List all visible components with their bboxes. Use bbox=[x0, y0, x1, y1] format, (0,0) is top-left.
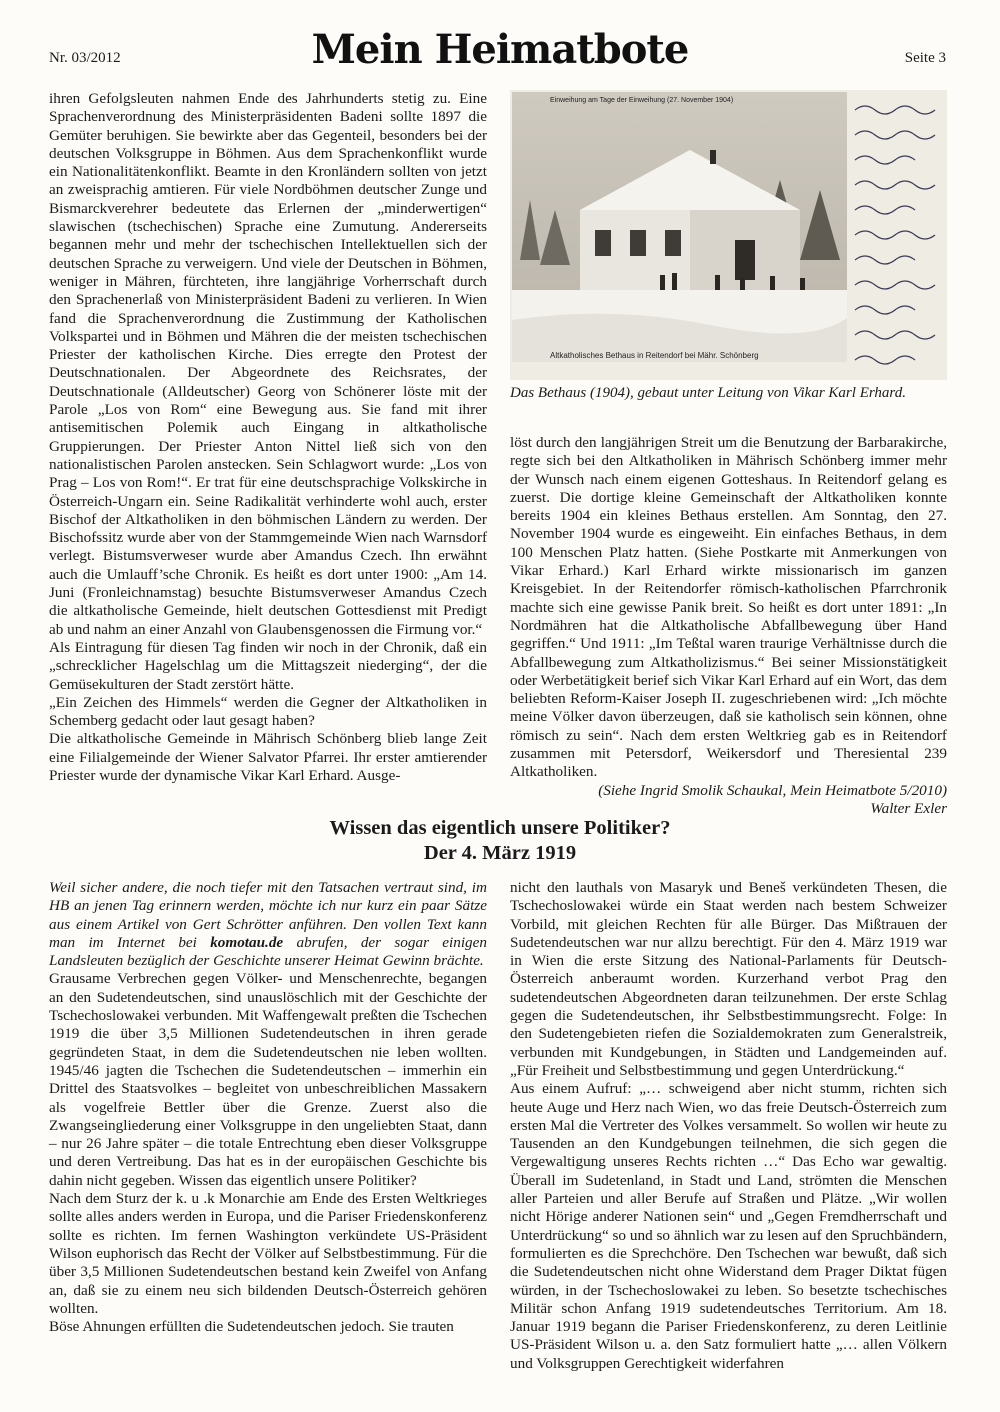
photo-caption: Das Bethaus (1904), gebaut unter Leitung von Vikar Karl Erhard. bbox=[510, 385, 906, 401]
page-number: Seite 3 bbox=[904, 50, 946, 66]
article-paragraph: Als Eintragung für diesen Tag finden wir noch in der Chronik, daß ein „schrecklicher Hagelschlag um die Mittagszeit niederging“, der die Gemüsekulturen der Stadt zerstört hätte. bbox=[49, 638, 487, 693]
article-headline bbox=[0, 816, 1000, 866]
article-paragraph: ihren Gefolgsleuten nahmen Ende des Jahrhunderts stetig zu. Eine Sprachenverordnung des Ministerpräsidenten Badeni sollte 1897 die Gemüter beruhigen. Sie bewirkte aber das Gegenteil, besonders bei der deutschen Volksgruppe in Böhmen. Aus dem Sprachenkonflikt wurde ein Nationalitätenkonflikt. Beamte in den Kronländern sollten von jetzt an zweisprachig amtieren. Für viele Nordböhmen deutscher Zunge und Bismarckverehrer bedeutete das Erlernen der „minderwertigen“ slawischen (tschechischen) Sprache eine Zumutung. Andererseits begannen mehr und mehr der tschechischen Intellektuellen sich der deutschen Sprache zu verweigern. Und viele der Deutschen in Böhmen, weniger in Mähren, fürchteten, ihre langjährige Vorherrschaft durch den Sprachenerlaß von Ministerpräsident Badeni zu verlieren. In Wien fand die Sprachenverordnung die Zustimmung der Katholischen Volkspartei und in Böhmen und Mähren die der meisten tschechischen Priester der katholischen Kirche. Dies erregte den Protest der Deutschnationalen. Der Abgeordnete des Reichsrates, der Deutschnationale (Alldeutscher) Georg von Schönerer löste mit der Parole „Los von Rom“ eine Bewegung aus. Sie fand mit ihrer antisemitischen Polemik auch Eingang in altkatholische Gruppierungen. Der Priester Anton Nittel ließ sich von den nationalistischen Parolen anstecken. Sein Schlagwort wurde: „Los von Prag – Los von Rom!“. Er trat für eine deutschsprachige Volkskirche in Österreich-Ungarn ein. Seine Radikalität verhinderte wohl auch, erster Bischof der Altkatholiken in den böhmischen Ländern zu werden. Der Bischofssitz wurde aber von der Stammgemeinde Wien nach Warnsdorf verlegt. Bistumsverweser wurde aber Amandus Czech. Ihn erwähnt auch die Umlauff’sche Chronik. Es heißt es dort unter 1900: „Am 14. Juni (Fronleichnamstag) besuchte Bistumsverweser Amandus Czech die altkatholische Gemeinde, hielt deutschen Gottesdienst mit Predigt ab und nahm an einer Anzahl von Glaubensgenossen die Firmung vor.“ bbox=[49, 90, 487, 638]
article-column-right bbox=[510, 434, 947, 818]
masthead-logo: Mein Heimatbote bbox=[311, 26, 689, 73]
article-paragraph: löst durch den langjährigen Streit um die Benutzung der Barbarakirche, regte sich bei den Altkatholiken in Mährisch Schönberg immer mehr der Wunsch nach einem eigenen Gotteshaus. In Reitendorf gelang es zuerst. Die dortige kleine Gemeinschaft der Altkatholiken konnte bereits 1904 ein kleines Bethaus erstellen. Am Sonntag, den 27. November 1904 wurde es eingeweiht. Ein einfaches Bethaus, in dem 100 Menschen Platz hatten. (Siehe Postkarte mit Anmerkungen von Vikar Erhard.) Karl Erhard wirkte missionarisch im ganzen Kreisgebiet. In der Reitendorfer römisch-katholischen Pfarrchronik machte sich eine gewisse Panik breit. So heißt es dort unter 1891: „In Nordmähren hat die Altkatholische Abfallbewegung über Hand gegriffen.“ Und 1911: „Im Teßtal waren traurige Verhältnisse durch die Abfallbewegung zum Altkatholizismus.“ Bei seiner Missionstätigkeit oder Werbetätigkeit berief sich Vikar Karl Erhard auf ein Wort, das dem beliebten Reform-Kaiser Joseph II. zugeschriebenen wird: „Ich möchte meine Völker davon überzeugen, daß sie katholisch sein können, ohne römisch zu sein“. Nach dem ersten Weltkrieg gab es in Reitendorf zusammen mit Petersdorf, Weikersdorf und Theresiental 239 Altkatholiken. bbox=[510, 434, 947, 781]
article-paragraph: Aus einem Aufruf: „… schweigend aber nicht stumm, richten sich heute Auge und Herz nach Wien, wo das freie Deutsch-Österreich zum ersten Mal die Vertreter des Volkes versammelt. So wollen wir heute zu Tausenden an den Kundgebungen teilnehmen, die sich gegen die Vergewaltigung unseres Rechts richten …“ Das Echo war gewaltig. Überall im Sudetenland, in Stadt und Land, strömten die Menschen aller Parteien und aller Berufe auf Straßen und Plätze. „Wir wollen nicht Hörige anderer Nationen sein“ und „Gegen Fremdherrschaft und Unterdrückung“ so und so ähnlich war zu lesen auf den Spruchbändern, formulierten es die Sprechchöre. Den Tschechen war bewußt, daß sich die Sudetendeutschen nicht ohne Widerstand dem Prager Diktat fügen würden, in der Tschechoslowakei zu leben. So besetzte tschechisches Militär schon Anfang 1919 sudetendeutsches Territorium. Am 18. Januar 1919 begann die Pariser Friedenskonferenz, zu deren Leitlinie US-Präsident Wilson u. a. den Satz formuliert hatte „… allen Völkern und Volksgruppen Gerechtigkeit widerfahren bbox=[510, 1080, 947, 1372]
postcard-photo bbox=[510, 90, 947, 380]
intro-link: komotau.de bbox=[210, 933, 284, 951]
article-paragraph: „Ein Zeichen des Himmels“ werden die Gegner der Altkatholiken in Schemberg gedacht oder laut gesagt haben? bbox=[49, 693, 487, 730]
article-column-left bbox=[49, 90, 487, 785]
intro-text: abrufen, der sogar einigen Landsleuten bezüglich der Geschichte unserer Heimat Gewinn brächte. bbox=[49, 933, 487, 970]
article-paragraph: Grausame Verbrechen gegen Völker- und Menschenrechte, begangen an den Sudetendeutschen, sind unauslöschlich mit der Geschichte der Tschechoslowakei verbunden. Mit Waffengewalt preßten die Tschechen 1919 die über 3,5 Millionen Sudetendeutschen in ihren gerade gegründeten Staat, in dem die Sudetendeutschen nie leben wollten. 1945/46 jagten die Tschechen die Sudetendeutschen – immerhin ein Drittel des Staatsvolkes – begleitet von unbeschreiblichen Massakern als vogelfreie Bettler über die Grenze. Zuerst also die Zwangseingliederung einer Volksgruppe in den ungeliebten Staat, dann – nur 26 Jahre später – die totale Entrechtung eben dieser Volksgruppe und deren Vertreibung. Das hat es in der europäischen Geschichte bis dahin nicht gegeben. Wissen das eigentlich unsere Politiker? bbox=[49, 970, 487, 1189]
article-intro bbox=[49, 879, 487, 970]
page-header bbox=[0, 0, 1000, 80]
issue-number: Nr. 03/2012 bbox=[49, 50, 121, 66]
headline-line-1: Wissen das eigentlich unsere Politiker? bbox=[329, 817, 671, 839]
intro-text: Weil sicher andere, die noch tiefer mit den Tatsachen vertraut sind, im HB an jenen Tag erinnern werden, möchte ich nur kurz ein paar Sätze aus einem Artikel von Gert Schrötter anführen. Den vollen Text kann man im Internet bei bbox=[49, 879, 487, 951]
article2-column-left bbox=[49, 879, 487, 1336]
article-paragraph: Die altkatholische Gemeinde in Mährisch Schönberg blieb lange Zeit eine Filialgemeinde der Wiener Salvator Pfarrei. Ihr erster amtierender Priester wurde der dynamische Vikar Karl Erhard. Ausge- bbox=[49, 730, 487, 784]
author-signature: Walter Exler bbox=[870, 799, 947, 817]
article2-column-right bbox=[510, 879, 947, 1373]
article-paragraph: nicht den lauthals von Masaryk und Beneš verkündeten Thesen, die Tschechoslowakei würde ein Staat werden nach bestem Schweizer Vorbild, mit gleichen Rechten für alle Bürger. Das Mißtrauen der Sudetendeutschen war nur allzu berechtigt. Für den 4. März 1919 war in Wien die erste Sitzung des National-Parlaments für Deutsch-Österreich anberaumt worden. Kurzerhand verbot Prag den sudetendeutschen Abgeordneten daran teilzunehmen. Der erste Schlag gegen die Sudetendeutschen, ihr Selbstbestimmungsrecht. Folge: In den Sudetengebieten riefen die Sozialdemokraten zum Generalstreik, verbunden mit Kundgebungen, in Städten und Landgemeinden auf. „Für Freiheit und Selbstbestimmung und gegen Unterdrückung.“ bbox=[510, 879, 947, 1079]
article-paragraph: Nach dem Sturz der k. u .k Monarchie am Ende des Ersten Weltkrieges sollte alles anders werden in Europa, und die Pariser Friedenskonferenz sollte es richten. Im fernen Washington verkündete US-Präsident Wilson euphorisch das Recht der Völker auf Selbstbestimmung. Für die über 3,5 Millionen Sudetendeutschen bestand kein Zweifel von Anfang an, daß sie zu einem neu sich bildenden Deutsch-Österreich gehören wollten. bbox=[49, 1190, 487, 1317]
postcard-title-text: Einweihung am Tage der Einweihung (27. November 1904) bbox=[550, 97, 734, 104]
postcard-label-text: Altkatholisches Bethaus in Reitendorf bei Mähr. Schönberg bbox=[550, 351, 759, 360]
bethaus-image bbox=[510, 90, 947, 380]
source-citation: (Siehe Ingrid Smolik Schaukal, Mein Heimatbote 5/2010) bbox=[598, 781, 947, 799]
headline-line-2: Der 4. März 1919 bbox=[423, 842, 577, 864]
article-paragraph: Böse Ahnungen erfüllten die Sudetendeutschen jedoch. Sie trauten bbox=[49, 1318, 454, 1336]
